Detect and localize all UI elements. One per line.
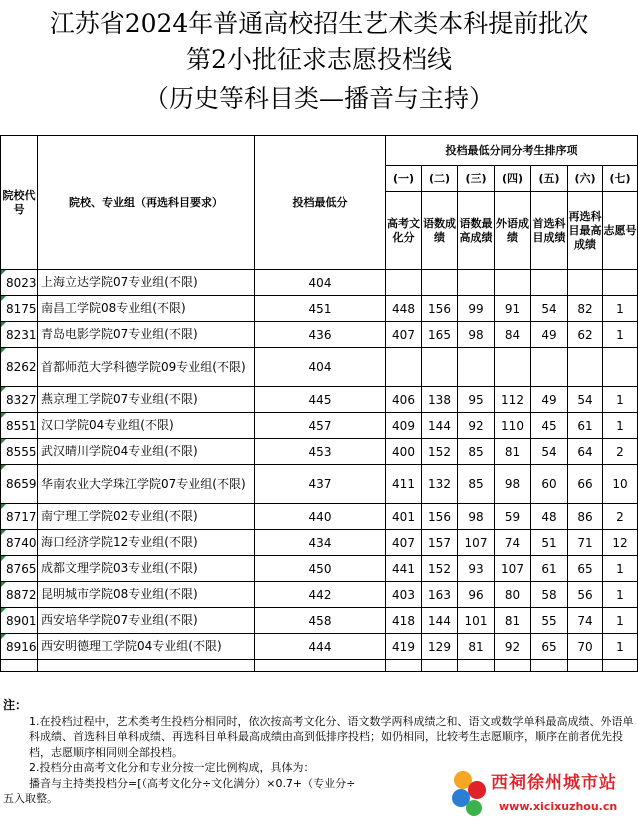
- cell-name: 上海立达学院07专业组(不限): [38, 270, 255, 296]
- cell-c2: 152: [422, 439, 458, 465]
- cell-c6: 61: [568, 413, 603, 439]
- cell-min: 444: [255, 634, 386, 660]
- cell-code: 8916: [1, 634, 38, 660]
- cell-c2: 144: [422, 608, 458, 634]
- cell-c3: 98: [458, 504, 495, 530]
- notes-head: 注：: [3, 698, 28, 712]
- cell-c2: [422, 348, 458, 387]
- cell-c7: 1: [603, 322, 638, 348]
- cell-min: 436: [255, 322, 386, 348]
- cell-c6: 62: [568, 322, 603, 348]
- cell-min: 440: [255, 504, 386, 530]
- table-row: [1, 387, 638, 413]
- cell-c6: 82: [568, 296, 603, 322]
- cell-name: 南宁理工学院02专业组(不限): [38, 504, 255, 530]
- cell-c6: 74: [568, 608, 603, 634]
- watermark: [447, 762, 637, 824]
- cell-c7: [603, 348, 638, 387]
- subheader-label: 语数最高成绩: [458, 192, 495, 270]
- cell-c2: 156: [422, 296, 458, 322]
- header-name: 院校、专业组（再选科目要求）: [38, 136, 255, 270]
- cell-code: 8765: [1, 556, 38, 582]
- cell-c3: 99: [458, 296, 495, 322]
- cell-min: 450: [255, 556, 386, 582]
- watermark-logo-icon: [447, 766, 491, 818]
- cell-min: 442: [255, 582, 386, 608]
- cell-min: 434: [255, 530, 386, 556]
- cell-c6: 70: [568, 634, 603, 660]
- cell-min: 451: [255, 296, 386, 322]
- cell-c3: 92: [458, 413, 495, 439]
- cell-c7: 10: [603, 465, 638, 504]
- cell-c1: 409: [386, 413, 422, 439]
- cell-c1: 407: [386, 530, 422, 556]
- page-title-line1: 江苏省2024年普通高校招生艺术类本科提前批次: [49, 9, 589, 38]
- cell-code: 8175: [1, 296, 38, 322]
- subheader-label: 高考文化分: [386, 192, 422, 270]
- cell-c3: 96: [458, 582, 495, 608]
- cell-c7: 1: [603, 582, 638, 608]
- spacer-cell: [386, 660, 422, 672]
- cell-c4: [495, 270, 531, 296]
- cell-c5: 61: [531, 556, 568, 582]
- subheader-number: (三): [458, 166, 495, 192]
- spacer-cell: [603, 660, 638, 672]
- cell-c6: 71: [568, 530, 603, 556]
- cell-c5: 60: [531, 465, 568, 504]
- cell-c5: 48: [531, 504, 568, 530]
- cell-code: 8872: [1, 582, 38, 608]
- cell-code: 8327: [1, 387, 38, 413]
- cell-c6: 66: [568, 465, 603, 504]
- cell-c3: 85: [458, 465, 495, 504]
- cell-c6: 86: [568, 504, 603, 530]
- admission-table: [0, 135, 638, 672]
- cell-c4: 91: [495, 296, 531, 322]
- cell-min: 458: [255, 608, 386, 634]
- cell-name: 海口经济学院12专业组(不限): [38, 530, 255, 556]
- table-row: [1, 608, 638, 634]
- table-row: [1, 634, 638, 660]
- cell-min: 437: [255, 465, 386, 504]
- page-title-line2: 第2小批征求志愿投档线: [186, 45, 452, 74]
- cell-c4: 81: [495, 608, 531, 634]
- cell-c2: 165: [422, 322, 458, 348]
- cell-name: 西安培华学院07专业组(不限): [38, 608, 255, 634]
- cell-c7: 1: [603, 556, 638, 582]
- spacer-cell: [422, 660, 458, 672]
- cell-name: 华南农业大学珠江学院07专业组(不限): [38, 465, 255, 504]
- spacer-cell: [1, 660, 38, 672]
- spacer-cell: [38, 660, 255, 672]
- cell-c5: 51: [531, 530, 568, 556]
- cell-c5: 54: [531, 439, 568, 465]
- cell-min: 445: [255, 387, 386, 413]
- cell-min: 453: [255, 439, 386, 465]
- cell-c1: 406: [386, 387, 422, 413]
- subheader-label: 志愿号: [603, 192, 638, 270]
- cell-c5: [531, 270, 568, 296]
- cell-c6: 56: [568, 582, 603, 608]
- cell-code: 8740: [1, 530, 38, 556]
- cell-c4: 98: [495, 465, 531, 504]
- subheader-number: (六): [568, 166, 603, 192]
- cell-code: 8231: [1, 322, 38, 348]
- cell-c7: 1: [603, 413, 638, 439]
- subheader-number: (一): [386, 166, 422, 192]
- cell-c1: [386, 348, 422, 387]
- subheader-label: 语数成绩: [422, 192, 458, 270]
- cell-c2: 129: [422, 634, 458, 660]
- cell-c3: [458, 348, 495, 387]
- cell-min: 404: [255, 270, 386, 296]
- cell-c1: 441: [386, 556, 422, 582]
- cell-c1: 418: [386, 608, 422, 634]
- cell-c7: 2: [603, 439, 638, 465]
- cell-name: 首都师范大学科德学院09专业组(不限): [38, 348, 255, 387]
- cell-c2: 156: [422, 504, 458, 530]
- spacer-cell: [495, 660, 531, 672]
- page-title-line3: （历史等科目类—播音与主持）: [143, 84, 494, 113]
- cell-c2: 152: [422, 556, 458, 582]
- cell-c3: 98: [458, 322, 495, 348]
- subheader-number: (七): [603, 166, 638, 192]
- cell-c3: 81: [458, 634, 495, 660]
- cell-c6: [568, 348, 603, 387]
- subheader-number: (四): [495, 166, 531, 192]
- cell-c3: 93: [458, 556, 495, 582]
- cell-c1: 407: [386, 322, 422, 348]
- cell-c7: 2: [603, 504, 638, 530]
- cell-c5: 54: [531, 296, 568, 322]
- cell-min: 457: [255, 413, 386, 439]
- cell-c5: 55: [531, 608, 568, 634]
- cell-name: 青岛电影学院07专业组(不限): [38, 322, 255, 348]
- table-row: [1, 296, 638, 322]
- header-code: 院校代号: [1, 136, 38, 270]
- header-min-score: 投档最低分: [255, 136, 386, 270]
- table-row: [1, 413, 638, 439]
- spacer-cell: [531, 660, 568, 672]
- cell-c1: [386, 270, 422, 296]
- watermark-url: www.xicixuzhou.cn: [499, 800, 618, 813]
- table-row: [1, 322, 638, 348]
- cell-c7: 1: [603, 608, 638, 634]
- cell-c6: [568, 270, 603, 296]
- cell-code: 8551: [1, 413, 38, 439]
- cell-c1: 448: [386, 296, 422, 322]
- cell-c5: [531, 348, 568, 387]
- cell-name: 西安明德理工学院04专业组(不限): [38, 634, 255, 660]
- cell-code: 8023: [1, 270, 38, 296]
- cell-c1: 401: [386, 504, 422, 530]
- cell-c6: 65: [568, 556, 603, 582]
- cell-c7: [603, 270, 638, 296]
- note-4: 五入取整。: [3, 792, 58, 805]
- cell-code: 8717: [1, 504, 38, 530]
- subheader-number: (二): [422, 166, 458, 192]
- cell-c4: 92: [495, 634, 531, 660]
- cell-c7: 12: [603, 530, 638, 556]
- cell-code: 8262: [1, 348, 38, 387]
- cell-c4: 74: [495, 530, 531, 556]
- spacer-cell: [458, 660, 495, 672]
- cell-c3: 101: [458, 608, 495, 634]
- subheader-label: 再选科目最高成绩: [568, 192, 603, 270]
- table-row: [1, 582, 638, 608]
- cell-c3: 95: [458, 387, 495, 413]
- cell-c1: 419: [386, 634, 422, 660]
- cell-name: 昆明城市学院08专业组(不限): [38, 582, 255, 608]
- cell-c1: 400: [386, 439, 422, 465]
- cell-c4: 107: [495, 556, 531, 582]
- cell-c6: 64: [568, 439, 603, 465]
- cell-name: 汉口学院04专业组(不限): [38, 413, 255, 439]
- cell-c5: 65: [531, 634, 568, 660]
- cell-code: 8901: [1, 608, 38, 634]
- cell-c7: 1: [603, 387, 638, 413]
- cell-min: 404: [255, 348, 386, 387]
- table-spacer-row: [1, 660, 638, 672]
- spacer-cell: [568, 660, 603, 672]
- cell-c4: 81: [495, 439, 531, 465]
- cell-c1: 411: [386, 465, 422, 504]
- cell-c3: [458, 270, 495, 296]
- cell-c4: 110: [495, 413, 531, 439]
- cell-c3: 85: [458, 439, 495, 465]
- table-row: [1, 270, 638, 296]
- table-row: [1, 348, 638, 387]
- cell-c7: 1: [603, 634, 638, 660]
- cell-name: 成都文理学院03专业组(不限): [38, 556, 255, 582]
- cell-c2: 138: [422, 387, 458, 413]
- table-row: [1, 504, 638, 530]
- header-tiebreak: 投档最低分同分考生排序项: [386, 136, 638, 166]
- cell-c6: 54: [568, 387, 603, 413]
- cell-c4: 84: [495, 322, 531, 348]
- cell-c4: 112: [495, 387, 531, 413]
- cell-c1: 403: [386, 582, 422, 608]
- cell-c4: 59: [495, 504, 531, 530]
- cell-c7: 1: [603, 296, 638, 322]
- table-row: [1, 465, 638, 504]
- note-1: 1.在投档过程中，艺术类考生投档分相同时，依次按高考文化分、语文数学两科成绩之和、语文或数学单科最高成绩、外语单科成绩、首选科目单科成绩、再选科目单科最高成绩由高到低排序投档；如仍相同，比较考生志愿顺序，顺序在前者优先投档，志愿顺序相同则全部投档。: [29, 714, 634, 759]
- note-3: 播音与主持类投档分=[（高考文化分÷文化满分）×0.7+（专业分÷: [29, 776, 356, 790]
- cell-c3: 107: [458, 530, 495, 556]
- cell-c5: 58: [531, 582, 568, 608]
- cell-c2: 132: [422, 465, 458, 504]
- cell-c4: 80: [495, 582, 531, 608]
- subheader-number: (五): [531, 166, 568, 192]
- cell-c5: 45: [531, 413, 568, 439]
- cell-c2: [422, 270, 458, 296]
- table-row: [1, 439, 638, 465]
- cell-name: 南昌工学院08专业组(不限): [38, 296, 255, 322]
- cell-code: 8555: [1, 439, 38, 465]
- subheader-label: 外语成绩: [495, 192, 531, 270]
- table-row: [1, 530, 638, 556]
- note-2: 2.投档分由高考文化分和专业分按一定比例构成，具体为：: [29, 761, 315, 774]
- cell-c2: 157: [422, 530, 458, 556]
- cell-c4: [495, 348, 531, 387]
- cell-name: 燕京理工学院07专业组(不限): [38, 387, 255, 413]
- cell-c2: 144: [422, 413, 458, 439]
- subheader-label: 首选科目成绩: [531, 192, 568, 270]
- cell-c5: 49: [531, 387, 568, 413]
- cell-c5: 49: [531, 322, 568, 348]
- cell-code: 8659: [1, 465, 38, 504]
- spacer-cell: [255, 660, 386, 672]
- table-row: [1, 556, 638, 582]
- cell-name: 武汉晴川学院04专业组(不限): [38, 439, 255, 465]
- watermark-title: 西祠徐州城市站: [491, 773, 617, 793]
- cell-c2: 163: [422, 582, 458, 608]
